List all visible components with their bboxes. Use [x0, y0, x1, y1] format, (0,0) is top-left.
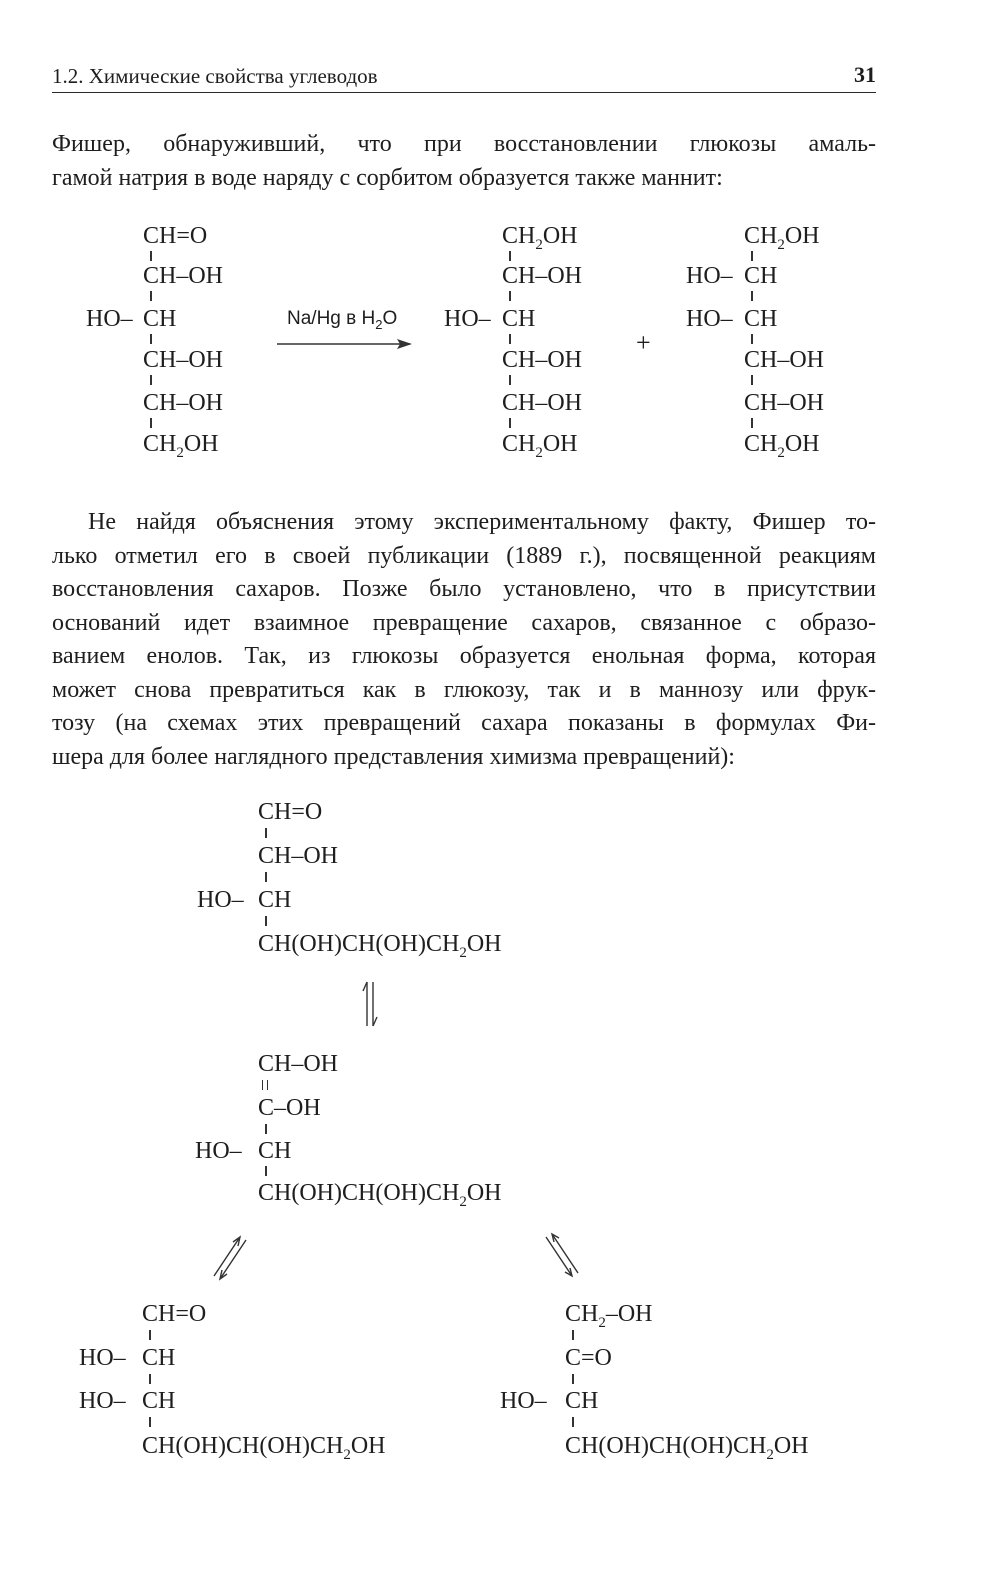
text-line: гамой натрия в воде наряду с сорбитом образуется также маннит:	[52, 164, 723, 191]
formula-text: CH–OH	[143, 390, 224, 416]
formula-text: CH	[744, 306, 778, 332]
text-line: восстановления сахаров. Позже было установлено, что в присутствии	[52, 576, 876, 602]
formula-text: CH–OH	[744, 347, 825, 373]
plus-sign: +	[636, 328, 651, 357]
formula-text: CH	[143, 306, 177, 332]
formula-text: CH–OH	[744, 390, 825, 416]
text-line: тозу (на схемах этих превращений сахара показаны в формулах Фи-	[52, 710, 876, 736]
formula-text: CH–OH	[502, 390, 583, 416]
formula-text: HO–	[79, 1388, 126, 1414]
formula-text: CH–OH	[258, 1051, 339, 1077]
formula-text: HO–	[195, 1138, 242, 1164]
formula-text: HO–	[686, 263, 733, 289]
text-line: Фишер, обнаруживший, что при восстановлении глюкозы амаль-	[52, 131, 876, 157]
text-line: шера для более наглядного представления химизма превращений):	[52, 743, 735, 770]
arrow-label: Na/Hg в $H_2O$	[287, 308, 398, 332]
header-title: 1.2. Химические свойства углеводов	[52, 64, 378, 88]
formula-text: HO–	[197, 887, 244, 913]
formula-text: CH	[142, 1345, 176, 1371]
formula-text: CH–OH	[502, 263, 583, 289]
formula-text: HO–	[444, 306, 491, 332]
formula-text: CH–OH	[143, 347, 224, 373]
formula-text: CH–OH	[258, 843, 339, 869]
formula-text: CH	[744, 263, 778, 289]
formula-text: CH	[142, 1388, 176, 1414]
formula-text: CH	[258, 1138, 292, 1164]
equilibrium-right-icon	[546, 1234, 578, 1276]
formula-text: $CH(OH)CH(OH)CH_2OH$	[258, 1180, 502, 1210]
formula-text: CH=O	[258, 799, 323, 825]
formula-text: HO–	[86, 306, 133, 332]
formula-text: $CH(OH)CH(OH)CH_2OH$	[258, 931, 502, 961]
text-line: Не найдя объяснения этому экспериментальному факту, Фишер то-	[88, 509, 876, 535]
text-line: ванием енолов. Так, из глюкозы образуется енольная форма, которая	[52, 643, 876, 669]
formula-text: $CH_2-OH$	[565, 1301, 653, 1331]
formula-text: C=O	[565, 1345, 612, 1371]
formula-text: CH	[565, 1388, 599, 1414]
equilibrium-left-icon	[214, 1237, 246, 1279]
formula-text: $CH(OH)CH(OH)CH_2OH$	[142, 1433, 386, 1463]
formula-text: CH=O	[143, 223, 208, 249]
formula-text: CH–OH	[143, 263, 224, 289]
formula-text: $CH_2OH$	[502, 431, 578, 461]
formula-text: CH=O	[142, 1301, 207, 1327]
formula-text: CH	[502, 306, 536, 332]
text-line: лько отметил его в своей публикации (1889 г.), посвященной реакциям	[52, 542, 876, 569]
formula-text: $CH_2OH$	[143, 431, 219, 461]
page-number: 31	[854, 62, 876, 87]
formula-text: $CH(OH)CH(OH)CH_2OH$	[565, 1433, 809, 1463]
equilibrium-vertical-icon	[363, 982, 377, 1026]
formula-text: HO–	[79, 1345, 126, 1371]
formula-text: $CH_2OH$	[744, 223, 820, 253]
formula-text: $CH_2OH$	[502, 223, 578, 253]
formula-text: $CH_2OH$	[744, 431, 820, 461]
formula-text: CH–OH	[502, 347, 583, 373]
formula-text: HO–	[686, 306, 733, 332]
text-line: оснований идет взаимное превращение сахаров, связанное с образо-	[52, 609, 876, 636]
formula-text: C–OH	[258, 1095, 321, 1121]
formula-text: CH	[258, 887, 292, 913]
formula-text: HO–	[500, 1388, 547, 1414]
text-line: может снова превратиться как в глюкозу, так и в маннозу или фрук-	[52, 676, 876, 703]
